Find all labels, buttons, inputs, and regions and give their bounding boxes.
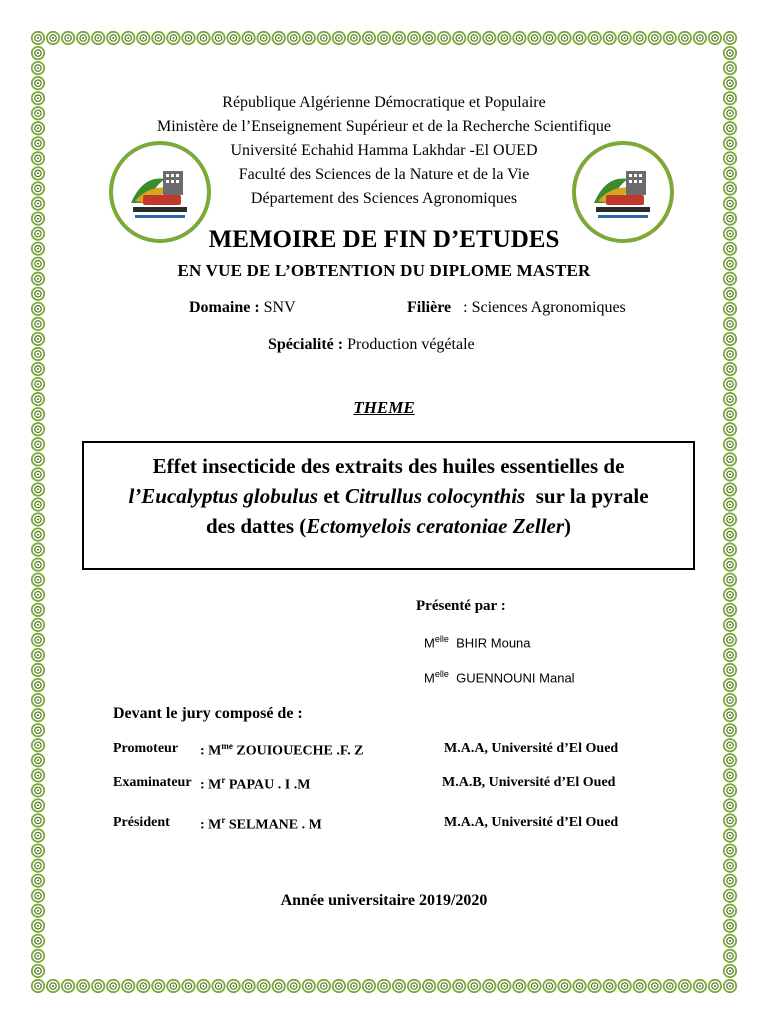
jury-name-president — [200, 815, 322, 834]
species-citrullus: Citrullus colocynthis — [344, 484, 526, 508]
spiral-motif — [543, 980, 555, 992]
spiral-motif — [724, 709, 736, 721]
student-2-name: GUENNOUNI Manal — [456, 670, 575, 686]
spiral-motif — [272, 980, 284, 992]
spiral-motif — [32, 212, 44, 224]
spiral-motif — [573, 980, 585, 992]
spiral-motif — [513, 980, 525, 992]
spiral-motif — [77, 32, 89, 44]
spiral-motif — [724, 649, 736, 661]
spiral-motif — [62, 980, 74, 992]
spiral-motif — [724, 619, 736, 631]
spiral-motif — [137, 980, 149, 992]
spiral-motif — [32, 378, 44, 390]
student-2 — [424, 669, 575, 685]
spiral-motif — [453, 980, 465, 992]
spiral-motif — [694, 980, 706, 992]
spiral-motif — [32, 814, 44, 826]
header-department: Département des Sciences Agronomiques — [250, 190, 518, 207]
spiral-motif — [32, 739, 44, 751]
spiral-motif — [724, 348, 736, 360]
spiral-motif — [363, 980, 375, 992]
spiral-motif — [288, 980, 300, 992]
spiral-motif — [724, 453, 736, 465]
spiral-motif — [122, 32, 134, 44]
spiral-motif — [32, 829, 44, 841]
spiral-motif — [724, 694, 736, 706]
specialite-label: Spécialité : — [268, 336, 344, 353]
spiral-motif — [724, 318, 736, 330]
spiral-motif — [107, 32, 119, 44]
spiral-motif — [618, 32, 630, 44]
student-2-sup: elle — [434, 669, 449, 679]
spiral-motif — [32, 784, 44, 796]
spiral-motif — [32, 62, 44, 74]
jury-name: PAPAU . I .M — [228, 777, 311, 793]
spiral-motif — [724, 558, 736, 570]
spiral-motif — [242, 980, 254, 992]
spiral-motif — [709, 32, 721, 44]
spiral-motif — [724, 589, 736, 601]
spiral-motif — [724, 874, 736, 886]
domaine-row — [189, 299, 296, 317]
spiral-motif — [182, 980, 194, 992]
spiral-motif — [32, 694, 44, 706]
spiral-motif — [348, 32, 360, 44]
spiral-motif — [32, 965, 44, 977]
spiral-motif — [724, 363, 736, 375]
spiral-motif — [483, 980, 495, 992]
filiere-value: : Sciences Agronomiques — [463, 299, 626, 316]
jury-rank-president: M.A.A, Université d’El Oued — [444, 815, 619, 830]
jury-name-examinateur — [200, 775, 310, 794]
spiral-motif — [197, 32, 209, 44]
spiral-motif — [724, 754, 736, 766]
spiral-motif — [724, 844, 736, 856]
student-1-name: BHIR Mouna — [456, 635, 531, 651]
spiral-motif — [423, 32, 435, 44]
spiral-motif — [303, 32, 315, 44]
spiral-motif — [32, 348, 44, 360]
spiral-motif — [32, 47, 44, 59]
jury-role-president: Président — [113, 815, 170, 830]
spiral-motif — [498, 980, 510, 992]
spiral-motif — [333, 32, 345, 44]
spiral-motif — [152, 980, 164, 992]
spiral-motif — [483, 32, 495, 44]
header-ministry: Ministère de l’Enseignement Supérieur et de la Recherche Scientifique — [156, 118, 612, 135]
theme-conjunction: et — [323, 484, 340, 508]
spiral-motif — [724, 303, 736, 315]
spiral-motif — [724, 950, 736, 962]
spiral-motif — [423, 980, 435, 992]
spiral-motif — [32, 874, 44, 886]
spiral-motif — [348, 980, 360, 992]
species-eucalyptus: l’Eucalyptus globulus — [128, 484, 319, 508]
spiral-motif — [182, 32, 194, 44]
spiral-motif — [724, 32, 736, 44]
spiral-motif — [32, 950, 44, 962]
spiral-motif — [32, 498, 44, 510]
spiral-motif — [32, 423, 44, 435]
student-2-title: M — [424, 670, 435, 686]
spiral-motif — [32, 799, 44, 811]
spiral-motif — [363, 32, 375, 44]
spiral-motif — [32, 604, 44, 616]
spiral-motif — [393, 32, 405, 44]
spiral-motif — [378, 32, 390, 44]
spiral-motif — [288, 32, 300, 44]
student-1 — [424, 634, 531, 650]
spiral-motif — [573, 32, 585, 44]
spiral-motif — [32, 980, 44, 992]
spiral-motif — [32, 859, 44, 871]
spiral-motif — [724, 784, 736, 796]
document-subtitle: EN VUE DE L’OBTENTION DU DIPLOME MASTER — [177, 261, 591, 280]
spiral-motif — [197, 980, 209, 992]
spiral-motif — [724, 468, 736, 480]
spiral-motif — [47, 32, 59, 44]
spiral-motif — [453, 32, 465, 44]
filiere-row — [407, 299, 626, 317]
spiral-motif — [32, 528, 44, 540]
spiral-motif — [724, 483, 736, 495]
spiral-motif — [92, 32, 104, 44]
spiral-motif — [227, 980, 239, 992]
spiral-motif — [62, 32, 74, 44]
spiral-motif — [634, 32, 646, 44]
spiral-motif — [724, 965, 736, 977]
spiral-motif — [558, 980, 570, 992]
spiral-motif — [724, 438, 736, 450]
theme-line-2 — [84, 481, 693, 511]
jury-prefix: : M — [200, 817, 222, 833]
spiral-motif — [709, 980, 721, 992]
jury-role-examinateur: Examinateur — [113, 775, 192, 790]
spiral-motif — [498, 32, 510, 44]
spiral-motif — [333, 980, 345, 992]
spiral-motif — [32, 709, 44, 721]
spiral-motif — [32, 513, 44, 525]
spiral-motif — [32, 558, 44, 570]
spiral-motif — [32, 935, 44, 947]
spiral-motif — [649, 32, 661, 44]
spiral-motif — [32, 543, 44, 555]
spiral-motif — [528, 32, 540, 44]
spiral-motif — [664, 980, 676, 992]
spiral-motif — [47, 980, 59, 992]
spiral-motif — [152, 32, 164, 44]
spiral-motif — [32, 288, 44, 300]
spiral-motif — [724, 288, 736, 300]
jury-rank-promoteur: M.A.A, Université d’El Oued — [444, 741, 619, 756]
spiral-motif — [257, 32, 269, 44]
spiral-motif — [393, 980, 405, 992]
spiral-motif — [227, 32, 239, 44]
spiral-motif — [543, 32, 555, 44]
spiral-motif — [603, 32, 615, 44]
spiral-motif — [318, 980, 330, 992]
theme-line-2-end: sur la pyrale — [535, 484, 649, 508]
spiral-motif — [724, 980, 736, 992]
spiral-motif — [528, 980, 540, 992]
header-university: Université Echahid Hamma Lakhdar -El OUED — [230, 142, 538, 159]
species-ectomyelois: Ectomyelois ceratoniae Zeller — [306, 514, 565, 538]
spiral-motif — [724, 920, 736, 932]
spiral-motif — [32, 453, 44, 465]
spiral-motif — [588, 32, 600, 44]
spiral-motif — [438, 32, 450, 44]
spiral-motif — [32, 32, 44, 44]
specialite-row — [268, 336, 475, 354]
jury-prefix: : M — [200, 777, 222, 793]
spiral-motif — [212, 32, 224, 44]
spiral-motif — [257, 980, 269, 992]
spiral-motif — [32, 724, 44, 736]
spiral-motif — [32, 619, 44, 631]
jury-name: ZOUIOUECHE .F. Z — [236, 743, 364, 759]
filiere-label: Filière — [407, 299, 452, 316]
spiral-motif — [724, 604, 736, 616]
spiral-motif — [724, 664, 736, 676]
spiral-motif — [32, 769, 44, 781]
spiral-motif — [694, 32, 706, 44]
theme-line-1: Effet insecticide des extraits des huiles essentielles de — [152, 454, 625, 478]
spiral-motif — [724, 77, 736, 89]
university-logo-icon — [576, 145, 670, 239]
domaine-value: SNV — [263, 299, 296, 316]
spiral-motif — [32, 483, 44, 495]
spiral-motif — [724, 543, 736, 555]
spiral-motif — [724, 47, 736, 59]
spiral-motif — [212, 980, 224, 992]
spiral-motif — [32, 77, 44, 89]
spiral-motif — [137, 32, 149, 44]
spiral-motif — [32, 574, 44, 586]
spiral-motif — [32, 333, 44, 345]
spiral-motif — [724, 62, 736, 74]
spiral-motif — [408, 32, 420, 44]
theme-label: THEME — [353, 398, 415, 417]
document-title: MEMOIRE DE FIN D’ETUDES — [208, 226, 560, 253]
spiral-motif — [618, 980, 630, 992]
spiral-motif — [724, 829, 736, 841]
spiral-motif — [724, 212, 736, 224]
spiral-motif — [242, 32, 254, 44]
specialite-value: Production végétale — [347, 336, 475, 353]
jury-prefix: : M — [200, 743, 222, 759]
spiral-motif — [32, 844, 44, 856]
spiral-motif — [724, 528, 736, 540]
theme-line-3 — [84, 511, 693, 541]
spiral-motif — [408, 980, 420, 992]
jury-label: Devant le jury composé de : — [113, 705, 303, 722]
spiral-motif — [664, 32, 676, 44]
spiral-motif — [107, 980, 119, 992]
spiral-motif — [378, 980, 390, 992]
spiral-motif — [724, 498, 736, 510]
jury-sup: r — [221, 815, 226, 825]
theme-box — [82, 441, 695, 570]
spiral-motif — [649, 980, 661, 992]
jury-sup: r — [221, 775, 226, 785]
spiral-motif — [724, 859, 736, 871]
jury-sup: me — [221, 741, 233, 751]
spiral-motif — [32, 303, 44, 315]
spiral-motif — [724, 739, 736, 751]
spiral-motif — [468, 980, 480, 992]
spiral-motif — [468, 32, 480, 44]
spiral-motif — [272, 32, 284, 44]
spiral-motif — [724, 814, 736, 826]
spiral-motif — [32, 468, 44, 480]
spiral-motif — [724, 333, 736, 345]
jury-name: SELMANE . M — [228, 817, 322, 833]
domaine-label: Domaine : — [189, 299, 260, 316]
spiral-motif — [588, 980, 600, 992]
spiral-motif — [167, 32, 179, 44]
presente-par-label: Présenté par : — [416, 598, 506, 614]
spiral-motif — [77, 980, 89, 992]
spiral-motif — [32, 363, 44, 375]
spiral-motif — [167, 980, 179, 992]
spiral-motif — [724, 378, 736, 390]
spiral-motif — [32, 649, 44, 661]
spiral-motif — [122, 980, 134, 992]
academic-year: Année universitaire 2019/2020 — [280, 892, 488, 909]
spiral-motif — [724, 423, 736, 435]
spiral-motif — [724, 679, 736, 691]
spiral-motif — [724, 935, 736, 947]
spiral-motif — [679, 980, 691, 992]
spiral-motif — [724, 634, 736, 646]
spiral-motif — [724, 724, 736, 736]
spiral-motif — [724, 513, 736, 525]
spiral-motif — [513, 32, 525, 44]
theme-line-3-end: ) — [564, 514, 572, 538]
spiral-motif — [32, 634, 44, 646]
university-logo-icon — [113, 145, 207, 239]
spiral-motif — [32, 664, 44, 676]
spiral-motif — [724, 799, 736, 811]
spiral-motif — [92, 980, 104, 992]
spiral-motif — [32, 318, 44, 330]
spiral-motif — [603, 980, 615, 992]
spiral-motif — [438, 980, 450, 992]
theme-line-3-start: des dattes ( — [205, 514, 307, 538]
spiral-motif — [724, 769, 736, 781]
jury-name-promoteur — [200, 741, 363, 760]
spiral-motif — [558, 32, 570, 44]
spiral-motif — [32, 679, 44, 691]
spiral-motif — [679, 32, 691, 44]
spiral-motif — [32, 589, 44, 601]
spiral-motif — [32, 920, 44, 932]
header-republic: République Algérienne Démocratique et Populaire — [222, 94, 546, 111]
spiral-motif — [318, 32, 330, 44]
student-1-sup: elle — [434, 634, 449, 644]
spiral-motif — [634, 980, 646, 992]
jury-rank-examinateur: M.A.B, Université d’El Oued — [442, 775, 616, 790]
spiral-motif — [32, 754, 44, 766]
spiral-motif — [32, 438, 44, 450]
spiral-motif — [303, 980, 315, 992]
header-faculty: Faculté des Sciences de la Nature et de la Vie — [238, 166, 530, 183]
student-1-title: M — [424, 635, 435, 651]
jury-role-promoteur: Promoteur — [113, 741, 179, 756]
spiral-motif — [724, 574, 736, 586]
